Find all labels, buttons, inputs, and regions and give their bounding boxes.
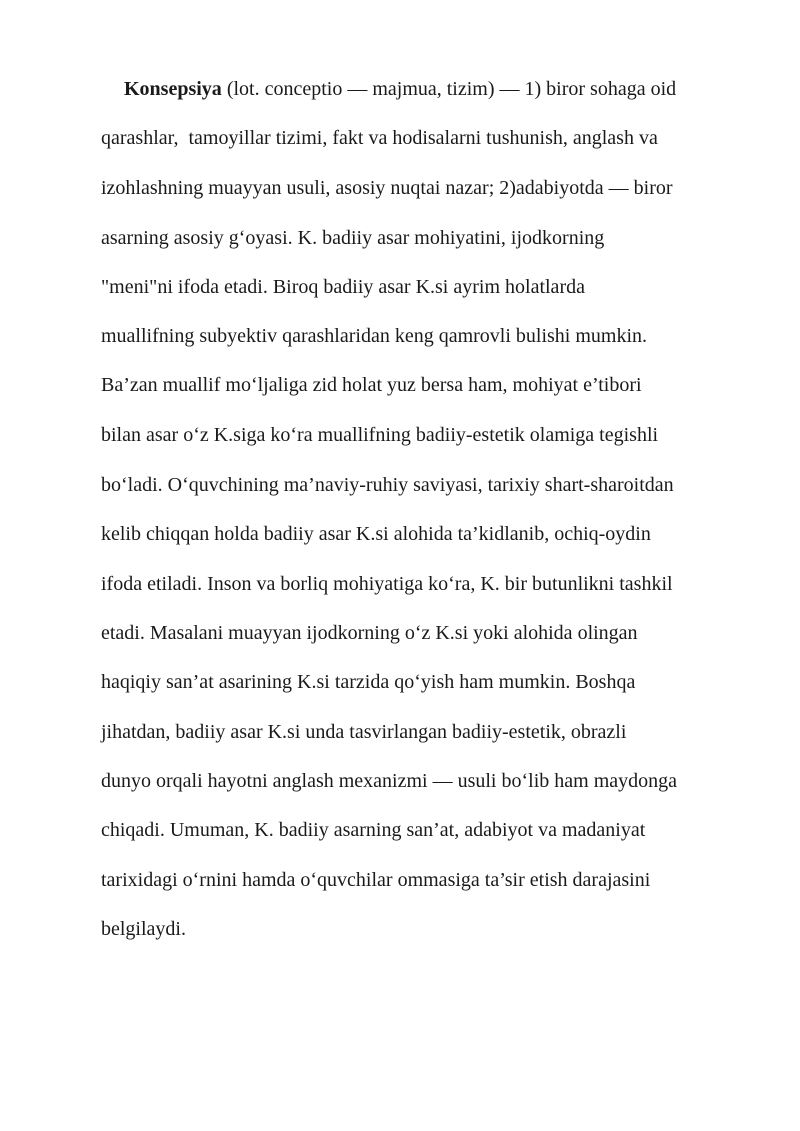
text-line: muallifning subyektiv qarashlaridan keng qamrovli bulishi mumkin.: [101, 325, 648, 347]
text-line: chiqadi. Umuman, K. badiiy asarning san’at, adabiyot va madaniyat: [101, 819, 646, 841]
text-line: bilan asar oʻz K.siga koʻra muallifning badiiy-estetik olamiga tegishli: [101, 424, 659, 446]
text-line: [124, 75, 676, 103]
text-line: Ba’zan muallif moʻljaliga zid holat yuz bersa ham, mohiyat e’tibori: [101, 374, 642, 396]
text-line: jihatdan, badiiy asar K.si unda tasvirlangan badiiy-estetik, obrazli: [101, 721, 627, 743]
text-line: kelib chiqqan holda badiiy asar K.si alohida ta’kidlanib, ochiq-oydin: [101, 523, 651, 545]
text-line: boʻladi. Oʻquvchining ma’naviy-ruhiy saviyasi, tarixiy shart-sharoitdan: [101, 474, 674, 496]
text-line: dunyo orqali hayotni anglash mexanizmi — usuli boʻlib ham maydonga: [101, 770, 678, 792]
line-text: (lot. conceptio — majmua, tizim) — 1) biror sohaga oid: [221, 78, 677, 100]
text-line: "meni"ni ifoda etadi. Biroq badiiy asar K.si ayrim holatlarda: [101, 276, 585, 298]
text-line: izohlashning muayyan usuli, asosiy nuqtai nazar; 2)adabiyotda — biror: [101, 177, 673, 199]
term-heading: Konsepsiya: [124, 78, 222, 100]
text-line: qarashlar, tamoyillar tizimi, fakt va hodisalarni tushunish, anglash va: [101, 127, 658, 149]
text-line: belgilaydi.: [101, 918, 186, 940]
text-line: etadi. Masalani muayyan ijodkorning oʻz K.si yoki alohida olingan: [101, 622, 638, 644]
text-line: asarning asosiy gʻoyasi. K. badiiy asar mohiyatini, ijodkorning: [101, 227, 605, 249]
text-line: tarixidagi oʻrnini hamda oʻquvchilar ommasiga ta’sir etish darajasini: [101, 869, 651, 891]
text-line: haqiqiy san’at asarining K.si tarzida qoʻyish ham mumkin. Boshqa: [101, 671, 636, 693]
text-line: ifoda etiladi. Inson va borliq mohiyatiga koʻra, K. bir butunlikni tashkil: [101, 573, 673, 595]
